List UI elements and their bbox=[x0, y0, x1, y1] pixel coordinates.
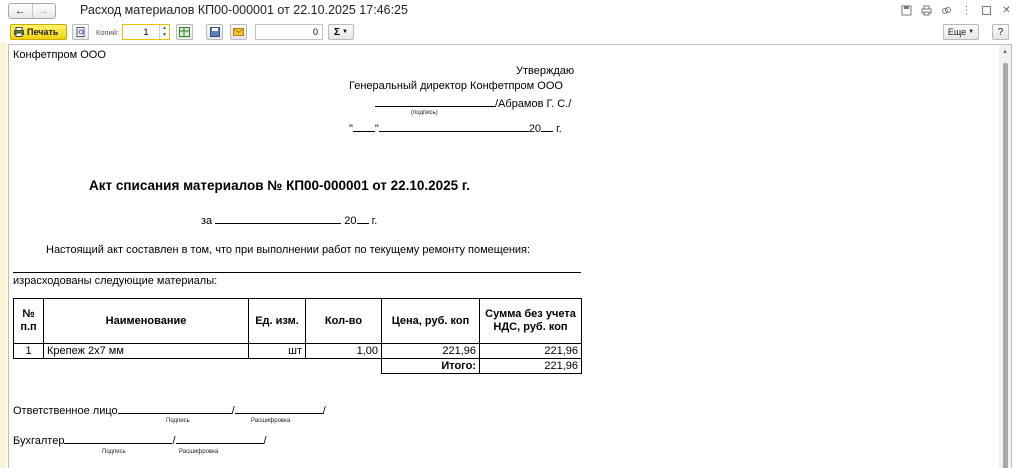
help-button[interactable]: ? bbox=[992, 24, 1009, 40]
print-button-label: Печать bbox=[27, 27, 59, 37]
header-sum: Сумма без учета НДС, руб. коп bbox=[480, 299, 582, 344]
maximize-icon[interactable] bbox=[980, 4, 993, 17]
director-signature-line bbox=[375, 96, 571, 110]
responsible-decoding-caption: Расшифровка bbox=[251, 418, 291, 424]
director-name: /Абрамов Г. С./ bbox=[495, 98, 572, 110]
period-suffix: г. bbox=[371, 215, 378, 227]
row-qty: 1,00 bbox=[306, 344, 382, 359]
header-qty: Кол-во bbox=[306, 299, 382, 344]
preview-icon bbox=[76, 27, 86, 37]
director-position: Генеральный директор Конфетпром ООО bbox=[349, 80, 563, 92]
year-blank bbox=[541, 121, 553, 132]
table-header-row bbox=[14, 299, 582, 344]
floppy-disk-icon bbox=[210, 27, 220, 37]
chevron-down-icon: ▼ bbox=[342, 29, 348, 35]
scroll-up-arrow-icon[interactable]: ▲ bbox=[1002, 49, 1008, 55]
materials-table bbox=[13, 298, 582, 374]
edit-mode-button[interactable] bbox=[176, 24, 193, 40]
chevron-down-icon: ▼ bbox=[968, 29, 975, 35]
vertical-scrollbar[interactable] bbox=[999, 45, 1011, 468]
divider-line bbox=[13, 272, 581, 273]
signature-caption: (подпись) bbox=[411, 110, 438, 116]
sum-icon: Σ bbox=[334, 26, 341, 38]
sum-dropdown-button[interactable] bbox=[328, 24, 354, 40]
row-sum: 221,96 bbox=[480, 344, 582, 359]
accountant-decoding-blank bbox=[176, 433, 264, 444]
forward-arrow-icon[interactable]: → bbox=[32, 4, 56, 18]
copies-spinner[interactable]: ▲ ▼ bbox=[159, 25, 169, 39]
save-button[interactable] bbox=[206, 24, 223, 40]
document-page bbox=[9, 45, 999, 468]
envelope-icon bbox=[233, 28, 244, 36]
responsible-signature-blank bbox=[118, 403, 232, 414]
organization-name: Конфетпром ООО bbox=[13, 49, 106, 61]
more-button[interactable] bbox=[943, 24, 979, 40]
approve-year-suffix: г. bbox=[556, 123, 562, 135]
print-button[interactable] bbox=[10, 24, 67, 40]
responsible-signature-caption: Подпись bbox=[166, 418, 190, 424]
table-row bbox=[14, 344, 582, 359]
accountant-signature-line: Бухгалтер / / bbox=[13, 435, 267, 447]
intro-text: Настоящий акт составлен в том, что при выполнении работ по текущему ремонту помещения: bbox=[46, 244, 531, 256]
copies-input[interactable] bbox=[122, 24, 170, 40]
save-icon[interactable] bbox=[900, 4, 913, 17]
preview-button[interactable] bbox=[72, 24, 89, 40]
window-title: Расход материалов КП00-000001 от 22.10.2025 17:46:25 bbox=[80, 3, 408, 17]
print-icon[interactable] bbox=[920, 4, 933, 17]
spreadsheet-document[interactable] bbox=[8, 44, 1012, 468]
approve-date-line: " " 20 г. bbox=[349, 123, 562, 135]
row-name: Крепеж 2х7 мм bbox=[44, 344, 249, 359]
selection-number-field[interactable]: 0 bbox=[255, 24, 323, 40]
header-name: Наименование bbox=[44, 299, 249, 344]
row-price: 221,96 bbox=[382, 344, 480, 359]
navigation-buttons bbox=[8, 3, 56, 19]
accountant-signature-caption: Подпись bbox=[102, 449, 126, 455]
total-value: 221,96 bbox=[480, 359, 582, 374]
header-unit: Ед. изм. bbox=[249, 299, 306, 344]
responsible-label: Ответственное лицо bbox=[13, 405, 118, 417]
window-controls bbox=[900, 4, 1013, 17]
responsible-decoding-blank bbox=[235, 403, 323, 414]
row-unit: шт bbox=[249, 344, 306, 359]
period-year-blank bbox=[357, 213, 369, 224]
more-button-label: Еще bbox=[947, 27, 967, 37]
day-blank bbox=[353, 121, 375, 132]
copies-value: 1 bbox=[143, 27, 149, 37]
period-prefix: за bbox=[201, 215, 213, 227]
send-email-button[interactable] bbox=[230, 24, 247, 40]
header-num: № п.п bbox=[14, 299, 44, 344]
accountant-decoding-caption: Расшифровка bbox=[179, 449, 219, 455]
document-title: Акт списания материалов № КП00-000001 от 22.10.2025 г. bbox=[89, 178, 470, 193]
period-year: 20 bbox=[344, 215, 357, 227]
copies-label: Копий: bbox=[96, 28, 120, 37]
link-icon[interactable] bbox=[940, 4, 953, 17]
accountant-signature-blank bbox=[64, 433, 172, 444]
period-line bbox=[201, 213, 377, 227]
accountant-label: Бухгалтер bbox=[13, 435, 65, 447]
back-arrow-icon[interactable]: ← bbox=[14, 5, 26, 17]
more-vertical-icon[interactable]: ⋮ bbox=[961, 5, 972, 16]
responsible-signature-line: Ответственное лицо / / bbox=[13, 405, 326, 417]
toolbar bbox=[0, 22, 1023, 42]
materials-caption: израсходованы следующие материалы: bbox=[13, 275, 218, 287]
signature-blank bbox=[375, 96, 495, 107]
header-price: Цена, руб. коп bbox=[382, 299, 480, 344]
printer-icon bbox=[14, 27, 24, 37]
total-label: Итого: bbox=[382, 359, 480, 374]
total-row bbox=[14, 359, 582, 374]
side-stripe bbox=[0, 42, 7, 468]
close-icon[interactable]: ✕ bbox=[1002, 5, 1011, 16]
approve-year: 20 bbox=[528, 123, 542, 135]
edit-grid-icon bbox=[179, 27, 190, 37]
title-bar bbox=[0, 0, 1023, 22]
approve-label: Утверждаю bbox=[516, 65, 575, 77]
period-blank bbox=[215, 213, 341, 224]
scroll-thumb[interactable] bbox=[1003, 63, 1008, 468]
month-blank bbox=[379, 121, 529, 132]
row-num: 1 bbox=[14, 344, 44, 359]
